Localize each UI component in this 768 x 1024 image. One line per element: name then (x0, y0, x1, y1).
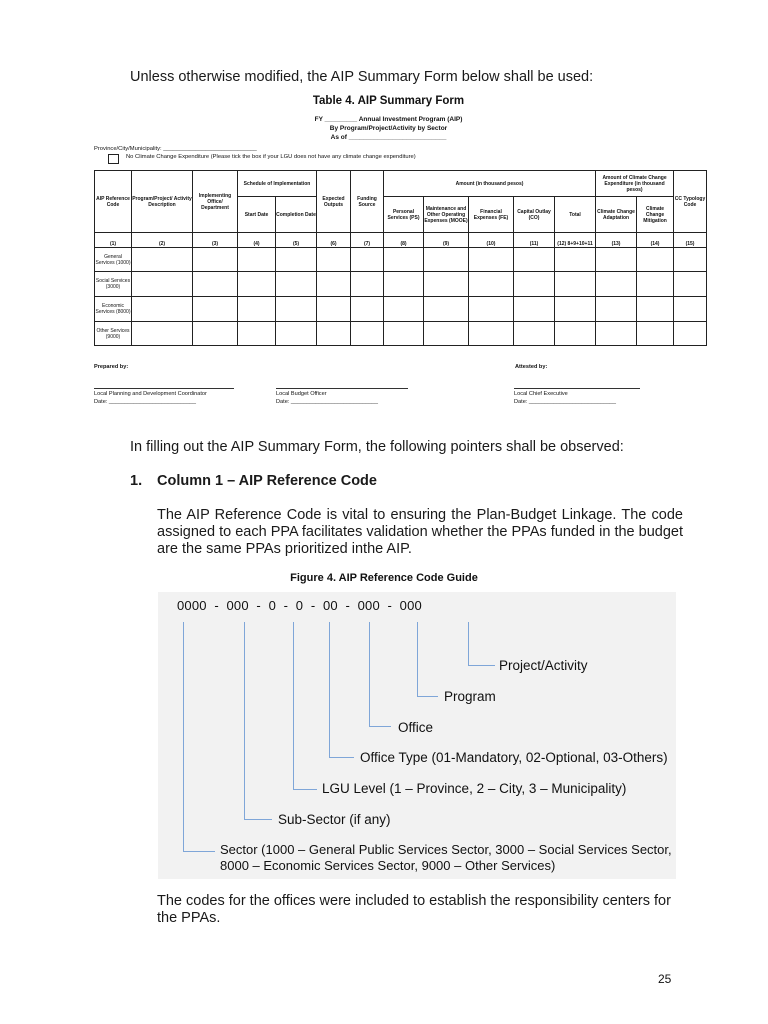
header-outputs: Expected Outputs (317, 171, 351, 233)
sig-lpdc: Local Planning and Development Coordinator (94, 391, 207, 397)
sig-lce: Local Chief Executive (514, 391, 568, 397)
reference-code-figure (158, 592, 676, 879)
column-number: (10) (469, 233, 514, 248)
header-funding: Funding Source (351, 171, 384, 233)
by-line: By Program/Project/Activity by Sector (329, 125, 448, 132)
header-aip-ref: AIP Reference Code (95, 171, 132, 233)
column-number: (9) (424, 233, 469, 248)
label-lgu-level: LGU Level (1 – Province, 2 – City, 3 – Municipality) (322, 781, 627, 796)
column-number: (2) (132, 233, 193, 248)
date-line: Date: ____________________________ (514, 399, 617, 405)
province-label: Province/City/Municipality: _____________________________ (94, 146, 257, 152)
label-sector-line2: 8000 – Economic Services Sector, 9000 – Other Services) (220, 858, 556, 873)
column-number: (7) (351, 233, 384, 248)
header-typology: CC Typology Code (674, 171, 707, 233)
table-row (95, 322, 707, 346)
guide-line-office-type (329, 622, 330, 757)
header-fe: Financial Expenses (FE) (469, 197, 514, 233)
connector-project (468, 665, 495, 666)
fy-line: FY _________ Annual Investment Program (AIP) (314, 116, 463, 123)
connector-office-type (329, 757, 354, 758)
header-adaptation: Climate Change Adaptation (596, 197, 637, 233)
date-line: Date: ____________________________ (276, 399, 379, 405)
page-number: 25 (658, 972, 672, 986)
closing-text: The codes for the offices were included to establish the responsibility centers for the PPAs. (157, 893, 671, 926)
column-number: (4) (238, 233, 276, 248)
column-number: (14) (637, 233, 674, 248)
connector-program (417, 696, 438, 697)
header-cc-amount: Amount of Climate Change Expenditure (in thousand pesos) (596, 171, 674, 197)
column-number: (3) (193, 233, 238, 248)
row-label: General Services (1000) (95, 248, 132, 272)
aip-summary-form (91, 92, 706, 418)
guide-line-sector (183, 622, 184, 851)
table-row (95, 297, 707, 322)
header-amount: Amount (in thousand pesos) (384, 171, 596, 197)
guide-line-project (468, 622, 469, 665)
connector-sector (183, 851, 215, 852)
label-sector-line1: Sector (1000 – General Public Services Sector, 3000 – Social Services Sector, (220, 842, 672, 857)
column-numbers-row (95, 233, 707, 248)
column-number: (11) (514, 233, 555, 248)
date-line: Date: ____________________________ (94, 399, 197, 405)
table-row (95, 272, 707, 297)
header-completion: Completion Date (276, 197, 317, 233)
column-number: (5) (276, 233, 317, 248)
table-row (95, 248, 707, 272)
no-cc-checkbox[interactable] (108, 154, 119, 164)
signature-line (276, 388, 408, 389)
header-ps: Personal Services (PS) (384, 197, 424, 233)
label-project-activity: Project/Activity (499, 658, 588, 673)
as-of-line: As of ___________________________ (330, 134, 447, 141)
attested-by-label: Attested by: (515, 364, 548, 370)
no-cc-note: No Climate Change Expenditure (Please tick the box if your LGU does not have any climate change expenditure) (126, 154, 416, 160)
column-number: (15) (674, 233, 707, 248)
intro-text: Unless otherwise modified, the AIP Summary Form below shall be used: (130, 69, 594, 85)
row-label: Other Services (9000) (95, 322, 132, 346)
header-implementing: Implementing Office/ Department (193, 171, 238, 233)
header-mooe: Maintenance and Other Operating Expenses (MOOE) (424, 197, 469, 233)
figure-caption: Figure 4. AIP Reference Code Guide (290, 572, 478, 584)
guide-line-program (417, 622, 418, 696)
row-label: Social Services (3000) (95, 272, 132, 297)
header-schedule: Schedule of Implementation (238, 171, 317, 197)
column-number: (1) (95, 233, 132, 248)
sig-budget-officer: Local Budget Officer (276, 391, 327, 397)
connector-sub-sector (244, 819, 272, 820)
section-number: 1. (130, 473, 143, 489)
column-number: (13) (596, 233, 637, 248)
label-office-type: Office Type (01-Mandatory, 02-Optional, 03-Others) (360, 750, 668, 765)
connector-office (369, 726, 391, 727)
header-ppa-desc: Program/Project/ Activity Description (132, 171, 193, 233)
reference-code-format: 0000 - 000 - 0 - 0 - 00 - 000 - 000 (177, 598, 422, 613)
label-program: Program (444, 689, 496, 704)
header-co: Capital Outlay (CO) (514, 197, 555, 233)
guide-line-lgu-level (293, 622, 294, 789)
connector-lgu-level (293, 789, 317, 790)
header-total: Total (555, 197, 596, 233)
column-number: (12) 8+9+10+11 (555, 233, 596, 248)
label-office: Office (398, 720, 434, 735)
header-mitigation: Climate Change Mitigation (637, 197, 674, 233)
signature-line (94, 388, 234, 389)
guide-line-sub-sector (244, 622, 245, 819)
section-heading: Column 1 – AIP Reference Code (157, 473, 377, 489)
prepared-by-label: Prepared by: (94, 364, 129, 370)
signature-line (514, 388, 640, 389)
guide-line-office (369, 622, 370, 726)
row-label: Economic Services (8000) (95, 297, 132, 322)
header-start: Start Date (238, 197, 276, 233)
column-number: (8) (384, 233, 424, 248)
table-caption: Table 4. AIP Summary Form (312, 95, 465, 107)
label-sub-sector: Sub-Sector (if any) (278, 812, 391, 827)
section-body: The AIP Reference Code is vital to ensuring the Plan-Budget Linkage. The code assigned to each PPA facilitates validation whether the PPAs funded in the budget are the same PPAs prioritized inthe AIP. (157, 507, 683, 557)
pointers-intro: In filling out the AIP Summary Form, the following pointers shall be observed: (130, 439, 624, 455)
column-number: (6) (317, 233, 351, 248)
aip-table (94, 170, 707, 346)
